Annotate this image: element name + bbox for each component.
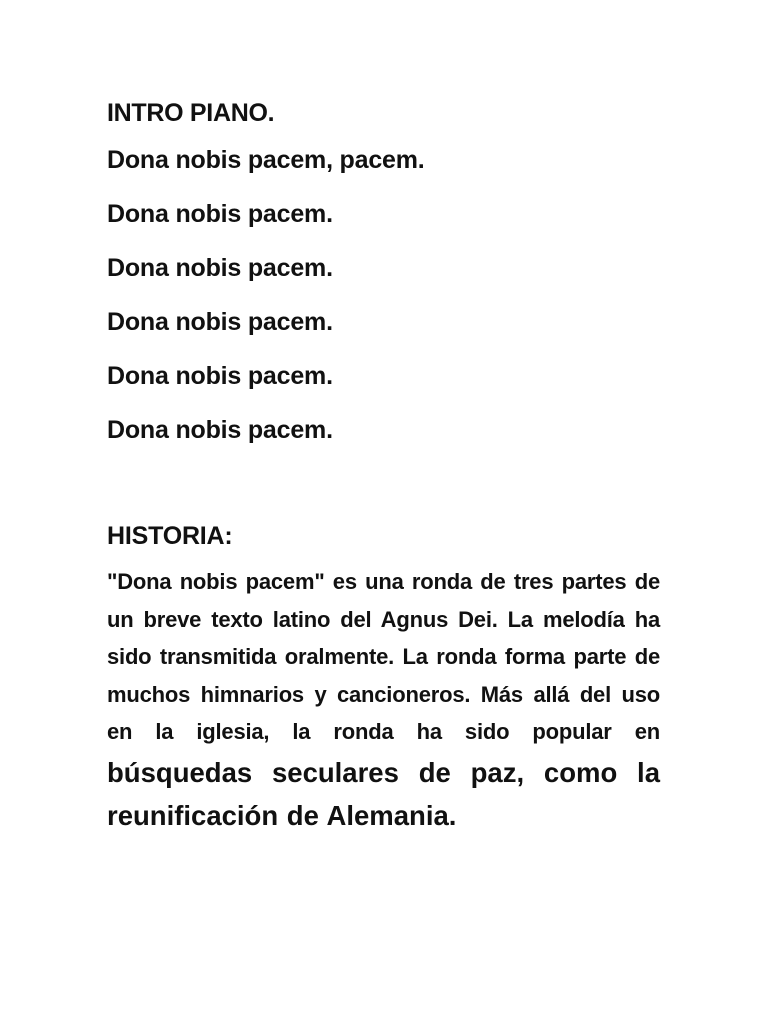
lyric-line-5: Dona nobis pacem. (107, 362, 333, 390)
historia-paragraph (107, 563, 660, 837)
historia-text-regular: "Dona nobis pacem" es una ronda de tres partes de un breve texto latino del Agnus Dei. La melodía ha sido transmitida oralmente. La ronda forma parte de muchos himnarios y cancioneros. Más allá del uso en la iglesia, la ronda ha sido popular en (107, 569, 660, 744)
lyric-line-6: Dona nobis pacem. (107, 416, 333, 444)
intro-piano-label: INTRO PIANO. (107, 99, 275, 127)
lyric-line-2: Dona nobis pacem. (107, 200, 333, 228)
lyric-line-1: Dona nobis pacem, pacem. (107, 146, 425, 174)
lyric-line-3: Dona nobis pacem. (107, 254, 333, 282)
historia-heading: HISTORIA: (107, 522, 233, 550)
lyric-line-4: Dona nobis pacem. (107, 308, 333, 336)
document-page (107, 96, 660, 837)
historia-text-large: búsquedas seculares de paz, como la reunificación de Alemania. (107, 756, 660, 831)
